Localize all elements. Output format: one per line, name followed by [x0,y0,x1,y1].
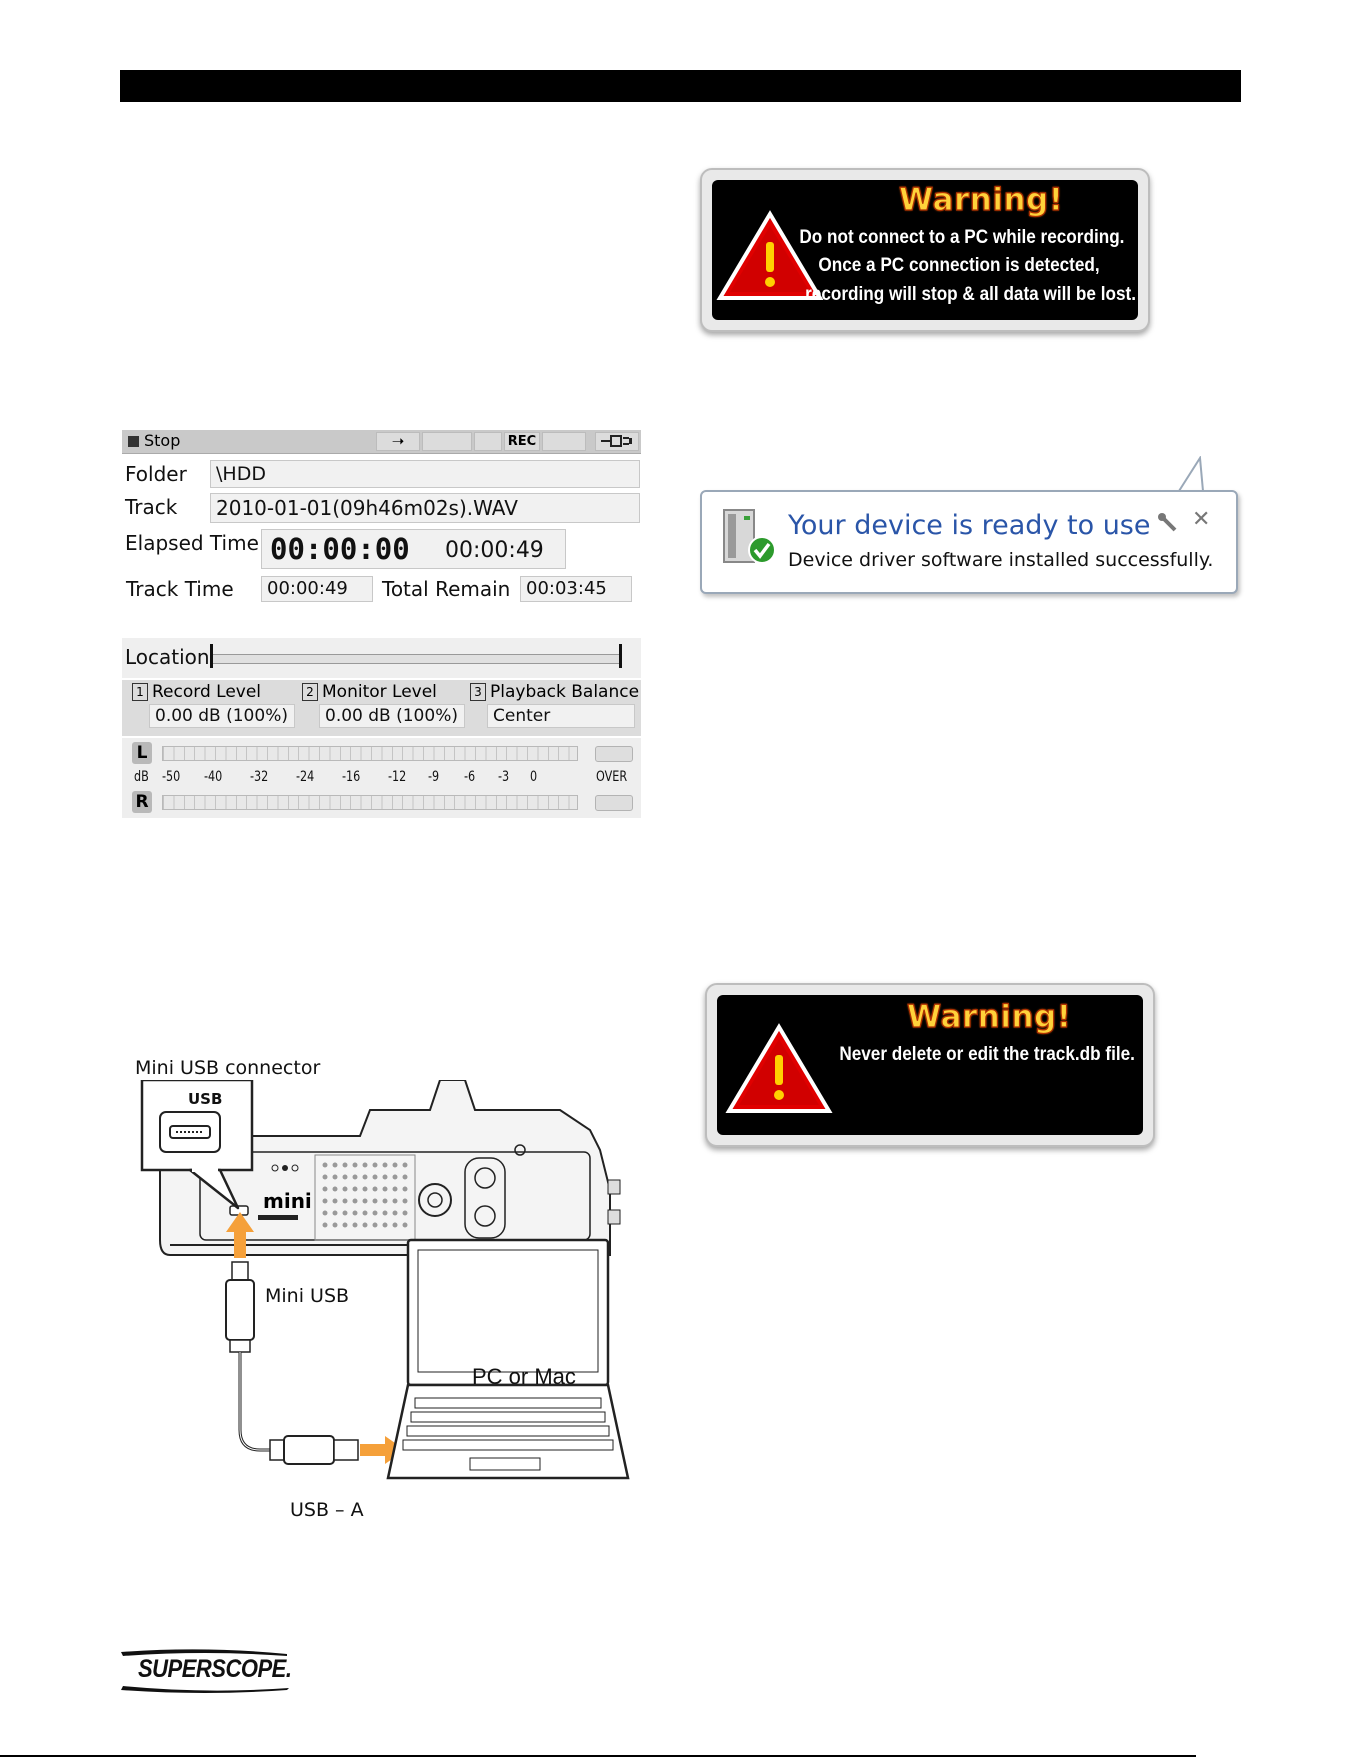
level-monitor-label: Monitor Level [322,682,437,702]
meter-tick-label: -6 [464,769,476,785]
level-balance-value: Center [487,704,635,728]
track-time-label: Track Time [126,577,234,601]
level-record-value: 0.00 dB (100%) [149,704,295,728]
header-bar [120,70,1241,102]
level-record-number: 1 [132,683,148,701]
folder-field: \HDD [210,460,640,488]
over-indicator-left [595,746,633,762]
recorder-panel [122,430,641,818]
meter-tick-label: -50 [162,769,181,785]
usb-connection-diagram [130,1080,650,1550]
level-monitor-number: 2 [302,683,318,701]
pc-or-mac-label: PC or Mac [472,1364,576,1389]
footer-rule [0,1755,1196,1757]
track-label: Track [125,495,178,519]
level-balance-label: Playback Balance [490,682,640,702]
rec-indicator: REC [504,432,540,451]
warning-db-title: Warning! [907,999,1072,1035]
meter-tick-label: -9 [428,769,440,785]
status-cell-empty-2 [474,432,502,451]
elapsed-total-value: 00:00:49 [445,538,544,563]
location-label: Location [125,645,210,669]
level-balance-number: 3 [470,683,486,701]
location-start-marker [210,644,213,668]
meter-tick-label: -32 [250,769,269,785]
meter-tick-label: -12 [388,769,407,785]
channel-right-badge: R [132,791,152,813]
notification-close-icon[interactable]: ✕ [1192,507,1211,532]
superscope-logo-text: SUPERSCOPE. [138,1654,292,1683]
warning-db-line-1: Never delete or edit the track.db file. [839,1043,1135,1065]
db-label: dB [134,769,149,785]
status-cell-empty-1 [422,432,472,451]
mini-usb-connector-label: Mini USB connector [135,1057,321,1079]
meter-tick-label: -3 [498,769,510,785]
notification-subtitle: Device driver software installed successfully. [788,549,1214,571]
warning-triangle-icon [725,1023,833,1115]
level-monitor-value: 0.00 dB (100%) [319,704,465,728]
power-plug-icon [595,432,639,451]
wrench-icon[interactable] [1157,512,1179,534]
elapsed-time-value: 00:00:00 [270,532,410,566]
folder-label: Folder [125,462,187,486]
level-record-label: Record Level [152,682,262,702]
usb-badge-label: USB [188,1090,223,1108]
stop-icon [128,436,139,447]
device-ready-notification [700,490,1238,594]
warning-pc-line-1: Do not connect to a PC while recording. [798,226,1124,248]
status-cell-empty-3 [542,432,586,451]
warning-pc-box [700,168,1150,332]
over-label: OVER [596,769,628,785]
usb-a-label: USB – A [290,1499,364,1521]
location-end-marker [619,644,622,668]
status-text: Stop [144,431,181,450]
status-bar [122,430,641,454]
warning-db-box [705,983,1155,1147]
notification-title: Your device is ready to use [788,510,1151,541]
meter-tick-label: -40 [204,769,223,785]
play-arrow-icon: ➝ [376,432,420,451]
elapsed-time-label: Elapsed Time [125,531,259,555]
meter-tick-label: -16 [342,769,361,785]
channel-left-badge: L [132,742,152,764]
warning-pc-title: Warning! [899,182,1064,218]
total-remain-label: Total Remain [382,577,511,601]
over-indicator-right [595,795,633,811]
meter-tick-label: 0 [530,769,538,785]
mini-usb-label: Mini USB [265,1285,350,1307]
device-check-icon [718,506,780,568]
meter-tick-label: -24 [296,769,315,785]
total-remain-field: 00:03:45 [520,576,632,602]
warning-pc-line-2: Once a PC connection is detected, [818,254,1100,276]
meter-right [162,795,578,810]
track-time-field: 00:00:49 [261,576,373,602]
elapsed-time-field [261,529,566,569]
meter-left [162,746,578,761]
warning-pc-line-3: recording will stop & all data will be lost. [805,283,1136,305]
mini-logo: mini [263,1189,312,1213]
track-field: 2010-01-01(09h46m02s).WAV [210,493,640,523]
location-slider[interactable] [212,654,622,664]
